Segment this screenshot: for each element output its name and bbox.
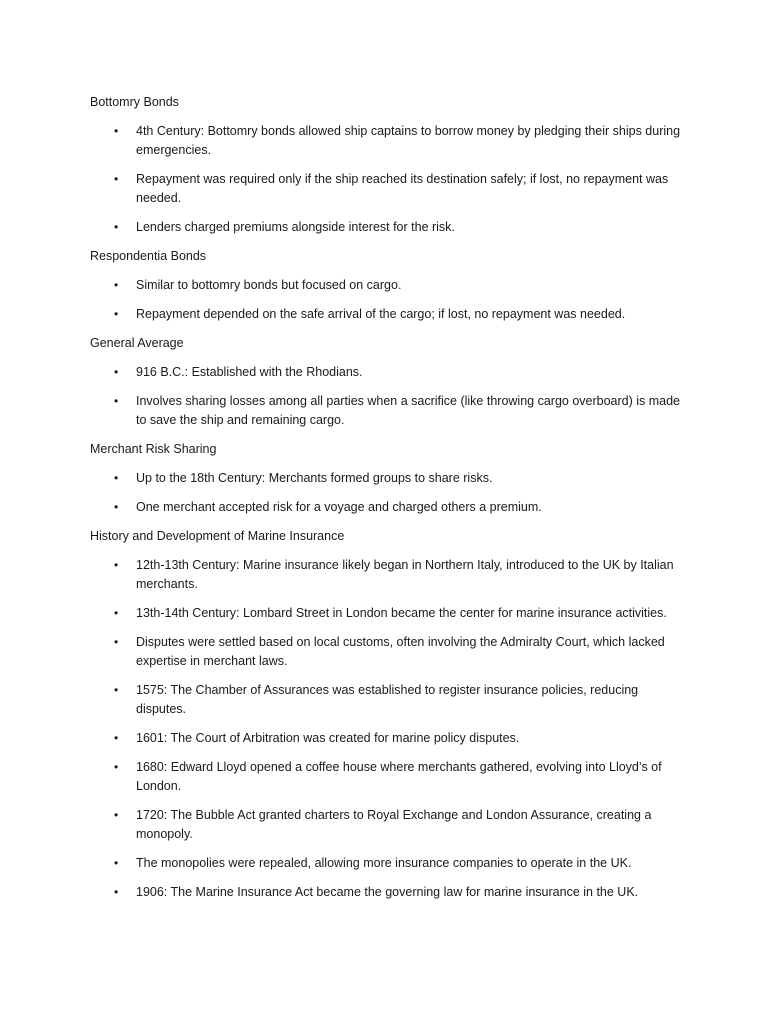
list-item (90, 854, 690, 873)
list-item (90, 758, 690, 796)
section-history (90, 527, 690, 902)
bullet-list (90, 469, 690, 517)
list-item-text: Disputes were settled based on local customs, often involving the Admiralty Court, which lacked expertise in merchant laws. (136, 635, 665, 668)
bullet-icon: • (114, 885, 119, 899)
section-respondentia (90, 247, 690, 324)
bullet-icon: • (114, 307, 119, 321)
list-item-text: 1575: The Chamber of Assurances was established to register insurance policies, reducing disputes. (136, 683, 639, 716)
section-heading: Bottomry Bonds (90, 95, 179, 109)
list-item (90, 363, 690, 382)
list-item (90, 392, 690, 430)
section-heading: General Average (90, 336, 184, 350)
list-item (90, 729, 690, 748)
list-item (90, 218, 690, 237)
list-item (90, 305, 690, 324)
bullet-icon: • (114, 808, 119, 822)
list-item-text: Repayment was required only if the ship reached its destination safely; if lost, no repayment was needed. (136, 172, 669, 205)
list-item-text: Repayment depended on the safe arrival of the cargo; if lost, no repayment was needed. (136, 307, 626, 321)
section-heading: History and Development of Marine Insurance (90, 529, 345, 543)
list-item (90, 498, 690, 517)
bullet-icon: • (114, 606, 119, 620)
bullet-icon: • (114, 500, 119, 514)
bullet-icon: • (114, 394, 119, 408)
section-heading: Respondentia Bonds (90, 249, 207, 263)
bullet-list (90, 122, 690, 237)
list-item-text: 1601: The Court of Arbitration was created for marine policy disputes. (136, 731, 520, 745)
list-item (90, 806, 690, 844)
list-item-text: 4th Century: Bottomry bonds allowed ship captains to borrow money by pledging their ships during emergencies. (136, 124, 681, 157)
bullet-icon: • (114, 172, 119, 186)
bullet-icon: • (114, 683, 119, 697)
bullet-icon: • (114, 856, 119, 870)
list-item-text: 13th-14th Century: Lombard Street in London became the center for marine insurance activities. (136, 606, 667, 620)
bullet-icon: • (114, 731, 119, 745)
list-item-text: 916 B.C.: Established with the Rhodians. (136, 365, 363, 379)
list-item-text: Lenders charged premiums alongside interest for the risk. (136, 220, 455, 234)
bullet-icon: • (114, 760, 119, 774)
bullet-list (90, 363, 690, 430)
list-item-text: Up to the 18th Century: Merchants formed groups to share risks. (136, 471, 493, 485)
bullet-list (90, 556, 690, 902)
list-item-text: One merchant accepted risk for a voyage and charged others a premium. (136, 500, 542, 514)
list-item (90, 556, 690, 594)
list-item (90, 276, 690, 295)
list-item-text: 1720: The Bubble Act granted charters to Royal Exchange and London Assurance, creating a monopoly. (136, 808, 652, 841)
list-item-text: 12th-13th Century: Marine insurance likely began in Northern Italy, introduced to the UK by Italian merchants. (136, 558, 674, 591)
list-item-text: 1680: Edward Lloyd opened a coffee house where merchants gathered, evolving into Lloyd’s of London. (136, 760, 662, 793)
list-item (90, 883, 690, 902)
section-heading: Merchant Risk Sharing (90, 442, 217, 456)
list-item (90, 122, 690, 160)
list-item (90, 681, 690, 719)
section-merchant-risk (90, 440, 690, 517)
list-item-text: 1906: The Marine Insurance Act became the governing law for marine insurance in the UK. (136, 885, 639, 899)
list-item-text: Similar to bottomry bonds but focused on cargo. (136, 278, 402, 292)
section-bottomry (90, 93, 690, 237)
list-item (90, 633, 690, 671)
bullet-icon: • (114, 635, 119, 649)
bullet-list (90, 276, 690, 324)
list-item (90, 469, 690, 488)
bullet-icon: • (114, 471, 119, 485)
bullet-icon: • (114, 220, 119, 234)
bullet-icon: • (114, 558, 119, 572)
bullet-icon: • (114, 278, 119, 292)
bullet-icon: • (114, 124, 119, 138)
section-general-average (90, 334, 690, 430)
list-item-text: The monopolies were repealed, allowing more insurance companies to operate in the UK. (136, 856, 632, 870)
list-item (90, 170, 690, 208)
list-item (90, 604, 690, 623)
document-page (90, 93, 690, 912)
list-item-text: Involves sharing losses among all parties when a sacrifice (like throwing cargo overboard) is made to save the ship and remaining cargo. (136, 394, 681, 427)
bullet-icon: • (114, 365, 119, 379)
